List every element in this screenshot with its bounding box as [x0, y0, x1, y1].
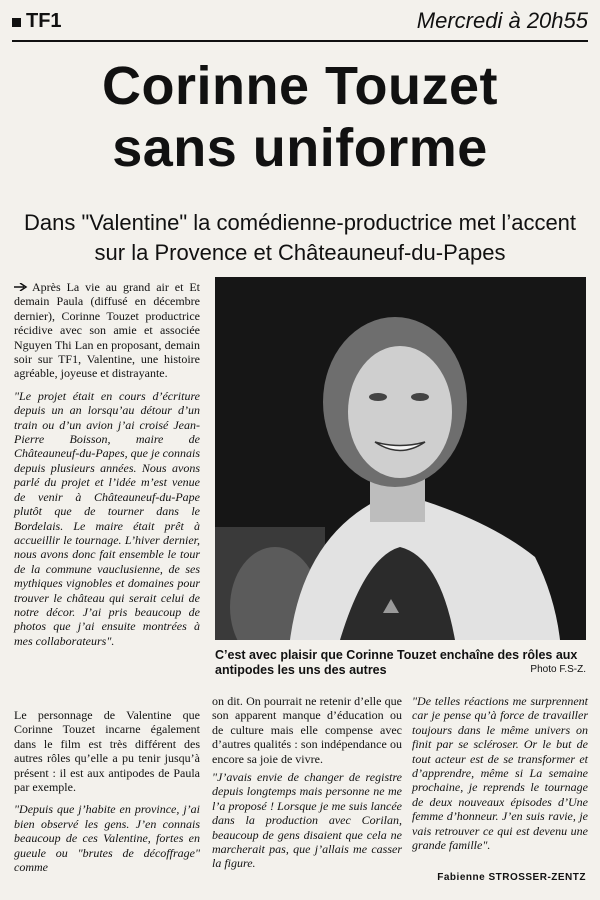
subheadline: [18, 208, 582, 268]
portrait-image: [215, 277, 586, 640]
portrait-photo: [215, 277, 586, 640]
caption-text: C’est avec plaisir que Corinne Touzet enchaîne des rôles aux antipodes les uns des autres: [215, 648, 578, 677]
header-rule: [12, 40, 588, 42]
subheadline-line-1: Dans "Valentine" la comédienne-productrice met l’accent: [23, 210, 577, 235]
article-paragraph: Le personnage de Valentine que Corinne Touzet incarne également dans le film est très différent des autres rôles qu’elle a pu tenir jusqu’à présent : il est aux antipodes de Paula par exemple.: [14, 708, 200, 795]
subheadline-line-2: sur la Provence et Châteauneuf-du-Papes: [94, 240, 506, 265]
byline: Fabienne STROSSER-ZENTZ: [437, 872, 586, 883]
schedule-label: Mercredi à 20h55: [416, 8, 588, 33]
headline-line-2: sans uniforme: [112, 118, 488, 178]
article-quote: "Le projet était en cours d’écriture depuis un an lorsqu’au détour d’un train ou d’un avion j’ai croisé Jean-Pierre Boisson, maire de Châteauneuf-du-Papes, que je connais depuis plusieurs années. Nous avons parlé du projet et l’idée m’est venue de venir à Châteauneuf-du-Pape plutôt que de tourner dans le Bordelais. Le maire était prêt à accueillir le tournage. L’hiver dernier, nous avons donc fait ensemble le tour de la commune vauclusienne, de ses mythiques vignobles et domaines pour trouver le château qui serait celui de notre décor. J’ai pris beaucoup de photos que j’ai ensuite montrées à mes collaborateurs".: [14, 388, 200, 648]
article-column-3: [412, 694, 588, 856]
masthead: [12, 8, 588, 38]
article-paragraph: Après La vie au grand air et Et demain Paula (diffusé en décembre dernier), Corinne Touzet productrice récidive avec son amie et associée Nguyen Thi Lan en proposant, demain soir sur TF1, Valentine, une histoire agréable, joyeuse et distrayante.: [14, 280, 200, 381]
article-column-2: [212, 694, 402, 875]
photo-credit: Photo F.S-Z.: [530, 664, 586, 675]
arrow-icon: [14, 280, 28, 294]
article-paragraph: on dit. On pourrait ne retenir d’elle que son apparent manque d’éducation ou de culture mais elle compense avec d’autres qualités : son indépendance ou encore sa joie de vivre.: [212, 694, 402, 766]
article-column-1: [14, 280, 200, 656]
article-quote: "De telles réactions me surprennent car je pense qu’à force de travailler toujours dans le même univers on finit par se scléroser. Or le but de tout acteur est de se transformer et d’apprendre, même si La semaine prochaine, je reprends le tournage de deux nouveaux épisodes d’Une femme d’honneur. J’en suis ravie, je vais retrouver ce qui est devenu une grande famille".: [412, 694, 588, 853]
article-column-1-bottom: [14, 708, 200, 882]
headline: [0, 55, 600, 179]
bullet-square-icon: [12, 18, 21, 27]
article-quote: "Depuis que j’habite en province, j’ai bien observé les gens. J’en connais beaucoup de ces Valentine, fortes en gueule ou "brutes de décoffrage" comme: [14, 802, 200, 875]
headline-line-1: Corinne Touzet: [102, 56, 498, 116]
article-quote: "J’avais envie de changer de registre depuis longtemps mais personne ne me l’a proposé ! Lorsque je me suis lancée dans la production avec Corilan, beaucoup de gens disaient que cela ne marcherait pas, que j’allais me casser la figure.: [212, 770, 402, 871]
channel-label: TF1: [26, 10, 62, 32]
photo-caption: [215, 648, 586, 678]
